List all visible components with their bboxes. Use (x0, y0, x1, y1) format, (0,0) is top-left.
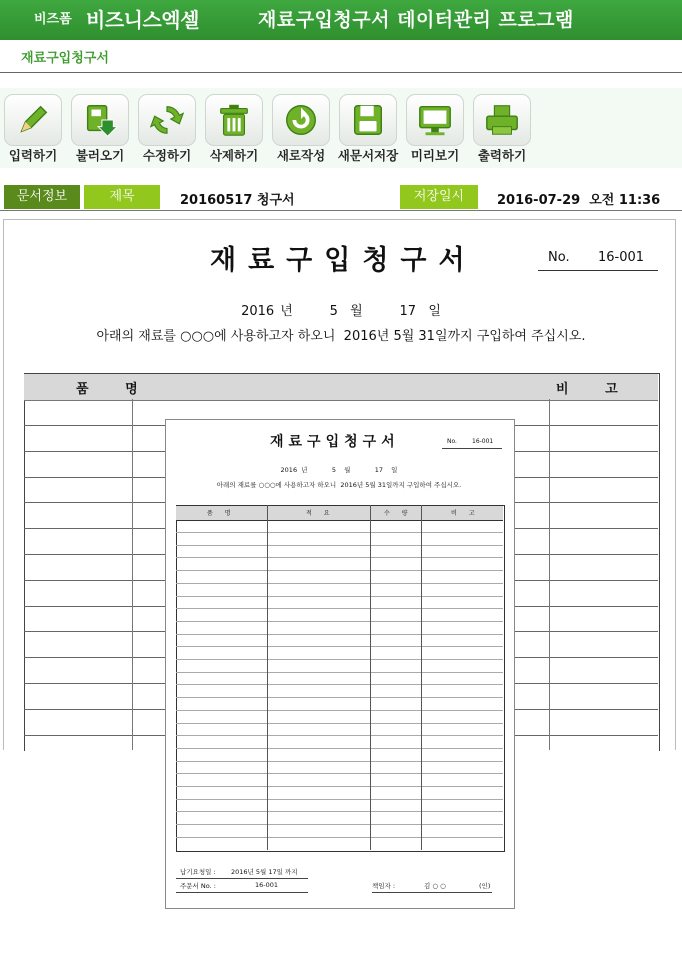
save-new-button-label: 새문서저장 (337, 148, 399, 163)
edit-button-label: 수정하기 (142, 148, 192, 163)
brand-small-logo: 비즈폼 (34, 12, 72, 27)
preview-row-line (176, 608, 503, 609)
app-title: 재료구입청구서 데이터관리 프로그램 (258, 9, 574, 31)
preview-column-quantity: 수 량 (384, 510, 413, 517)
refresh-icon (138, 94, 196, 146)
preview-row-line (176, 532, 503, 533)
printer-icon (473, 94, 531, 146)
save-new-button[interactable] (335, 92, 401, 166)
preview-row-line (176, 659, 503, 660)
pencil-icon (4, 94, 62, 146)
preview-row-line (176, 710, 503, 711)
preview-row-line (176, 570, 503, 571)
preview-order-line (176, 892, 308, 893)
edit-button[interactable] (134, 92, 200, 166)
input-button-label: 입력하기 (8, 148, 58, 163)
trash-icon (205, 94, 263, 146)
saved-date-value: 2016-07-29 오전 11:36 (497, 193, 661, 208)
preview-row-line (176, 811, 503, 812)
load-button[interactable] (67, 92, 133, 166)
preview-title: 재료구입청구서 (270, 434, 400, 450)
preview-button-label: 미리보기 (410, 148, 460, 163)
preview-delivery-line (176, 878, 308, 879)
preview-column-line (267, 505, 268, 850)
preview-column-summary: 적 요 (306, 510, 335, 517)
new-button-label: 새로작성 (276, 148, 326, 163)
new-button[interactable] (268, 92, 334, 166)
preview-row-line (176, 799, 503, 800)
preview-order-value: 16-001 (255, 881, 279, 889)
print-button-label: 출력하기 (477, 148, 527, 163)
preview-manager-value: 김 ○ ○ (424, 882, 446, 890)
preview-row-line (176, 621, 503, 622)
preview-row-line (176, 748, 503, 749)
preview-row-line (176, 545, 503, 546)
preview-column-item-name: 품 명 (207, 510, 236, 517)
title-value: 20160517 청구서 (180, 193, 295, 208)
column-item-name: 품 명 (76, 382, 154, 397)
preview-number-value: 16-001 (472, 438, 494, 445)
preview-row-line (176, 697, 503, 698)
preview-row-line (176, 596, 503, 597)
delete-button-label: 삭제하기 (209, 148, 259, 163)
input-button[interactable] (0, 92, 66, 166)
preview-row-line (176, 761, 503, 762)
preview-row-line (176, 723, 503, 724)
preview-manager-seal: (인) (479, 882, 491, 890)
load-button-label: 불러오기 (75, 148, 125, 163)
request-sentence: 아래의 재료를 ○○○에 사용하고자 하오니 2016년 5월 31일까지 구입하여 주십시오. (96, 329, 586, 344)
preview-row-line (176, 583, 503, 584)
preview-row-line (176, 824, 503, 825)
preview-date: 2016 년 5 월 17 일 (280, 466, 398, 474)
load-icon (71, 94, 129, 146)
preview-row-line (176, 735, 503, 736)
preview-button[interactable] (402, 92, 468, 166)
preview-manager-line (372, 892, 492, 893)
preview-row-line (176, 684, 503, 685)
doc-info-tag: 문서정보 (4, 185, 80, 209)
saved-date-tag: 저장일시 (400, 185, 478, 209)
preview-column-line (421, 505, 422, 850)
preview-number-label: No. (447, 438, 457, 445)
preview-delivery-label: 납기요청일 : (180, 868, 216, 876)
doc-number-value[interactable]: 16-001 (598, 250, 645, 265)
preview-column-line (370, 505, 371, 850)
preview-row-line (176, 786, 503, 787)
preview-row-line (176, 634, 503, 635)
delete-button[interactable] (201, 92, 267, 166)
print-button[interactable] (469, 92, 535, 166)
preview-row-line (176, 557, 503, 558)
preview-delivery-value: 2016년 5월 17일 까지 (231, 868, 298, 876)
preview-manager-label: 책임자 : (372, 882, 396, 890)
title-tag: 제목 (84, 185, 160, 209)
column-remarks: 비 고 (556, 382, 634, 397)
save-icon (339, 94, 397, 146)
table-column-line (549, 399, 550, 750)
brand-main-logo: 비즈니스엑셀 (86, 8, 199, 32)
preview-row-line (176, 672, 503, 673)
monitor-icon (406, 94, 464, 146)
document-date: 2016 년 5 월 17 일 (241, 304, 441, 319)
preview-order-label: 주문서 No. : (180, 882, 216, 890)
preview-request-sentence: 아래의 재료를 ○○○에 사용하고자 하오니 2016년 5월 31일까지 구입하여 주십시오. (216, 481, 462, 489)
document-title: 재료구입청구서 (210, 245, 477, 276)
page-subtitle: 재료구입청구서 (21, 51, 109, 66)
preview-row-line (176, 837, 503, 838)
preview-row-line (176, 646, 503, 647)
doc-number-label: No. (548, 250, 570, 265)
new-icon (272, 94, 330, 146)
preview-row-line (176, 773, 503, 774)
table-column-line (132, 399, 133, 750)
preview-column-remarks: 비 고 (451, 510, 480, 517)
